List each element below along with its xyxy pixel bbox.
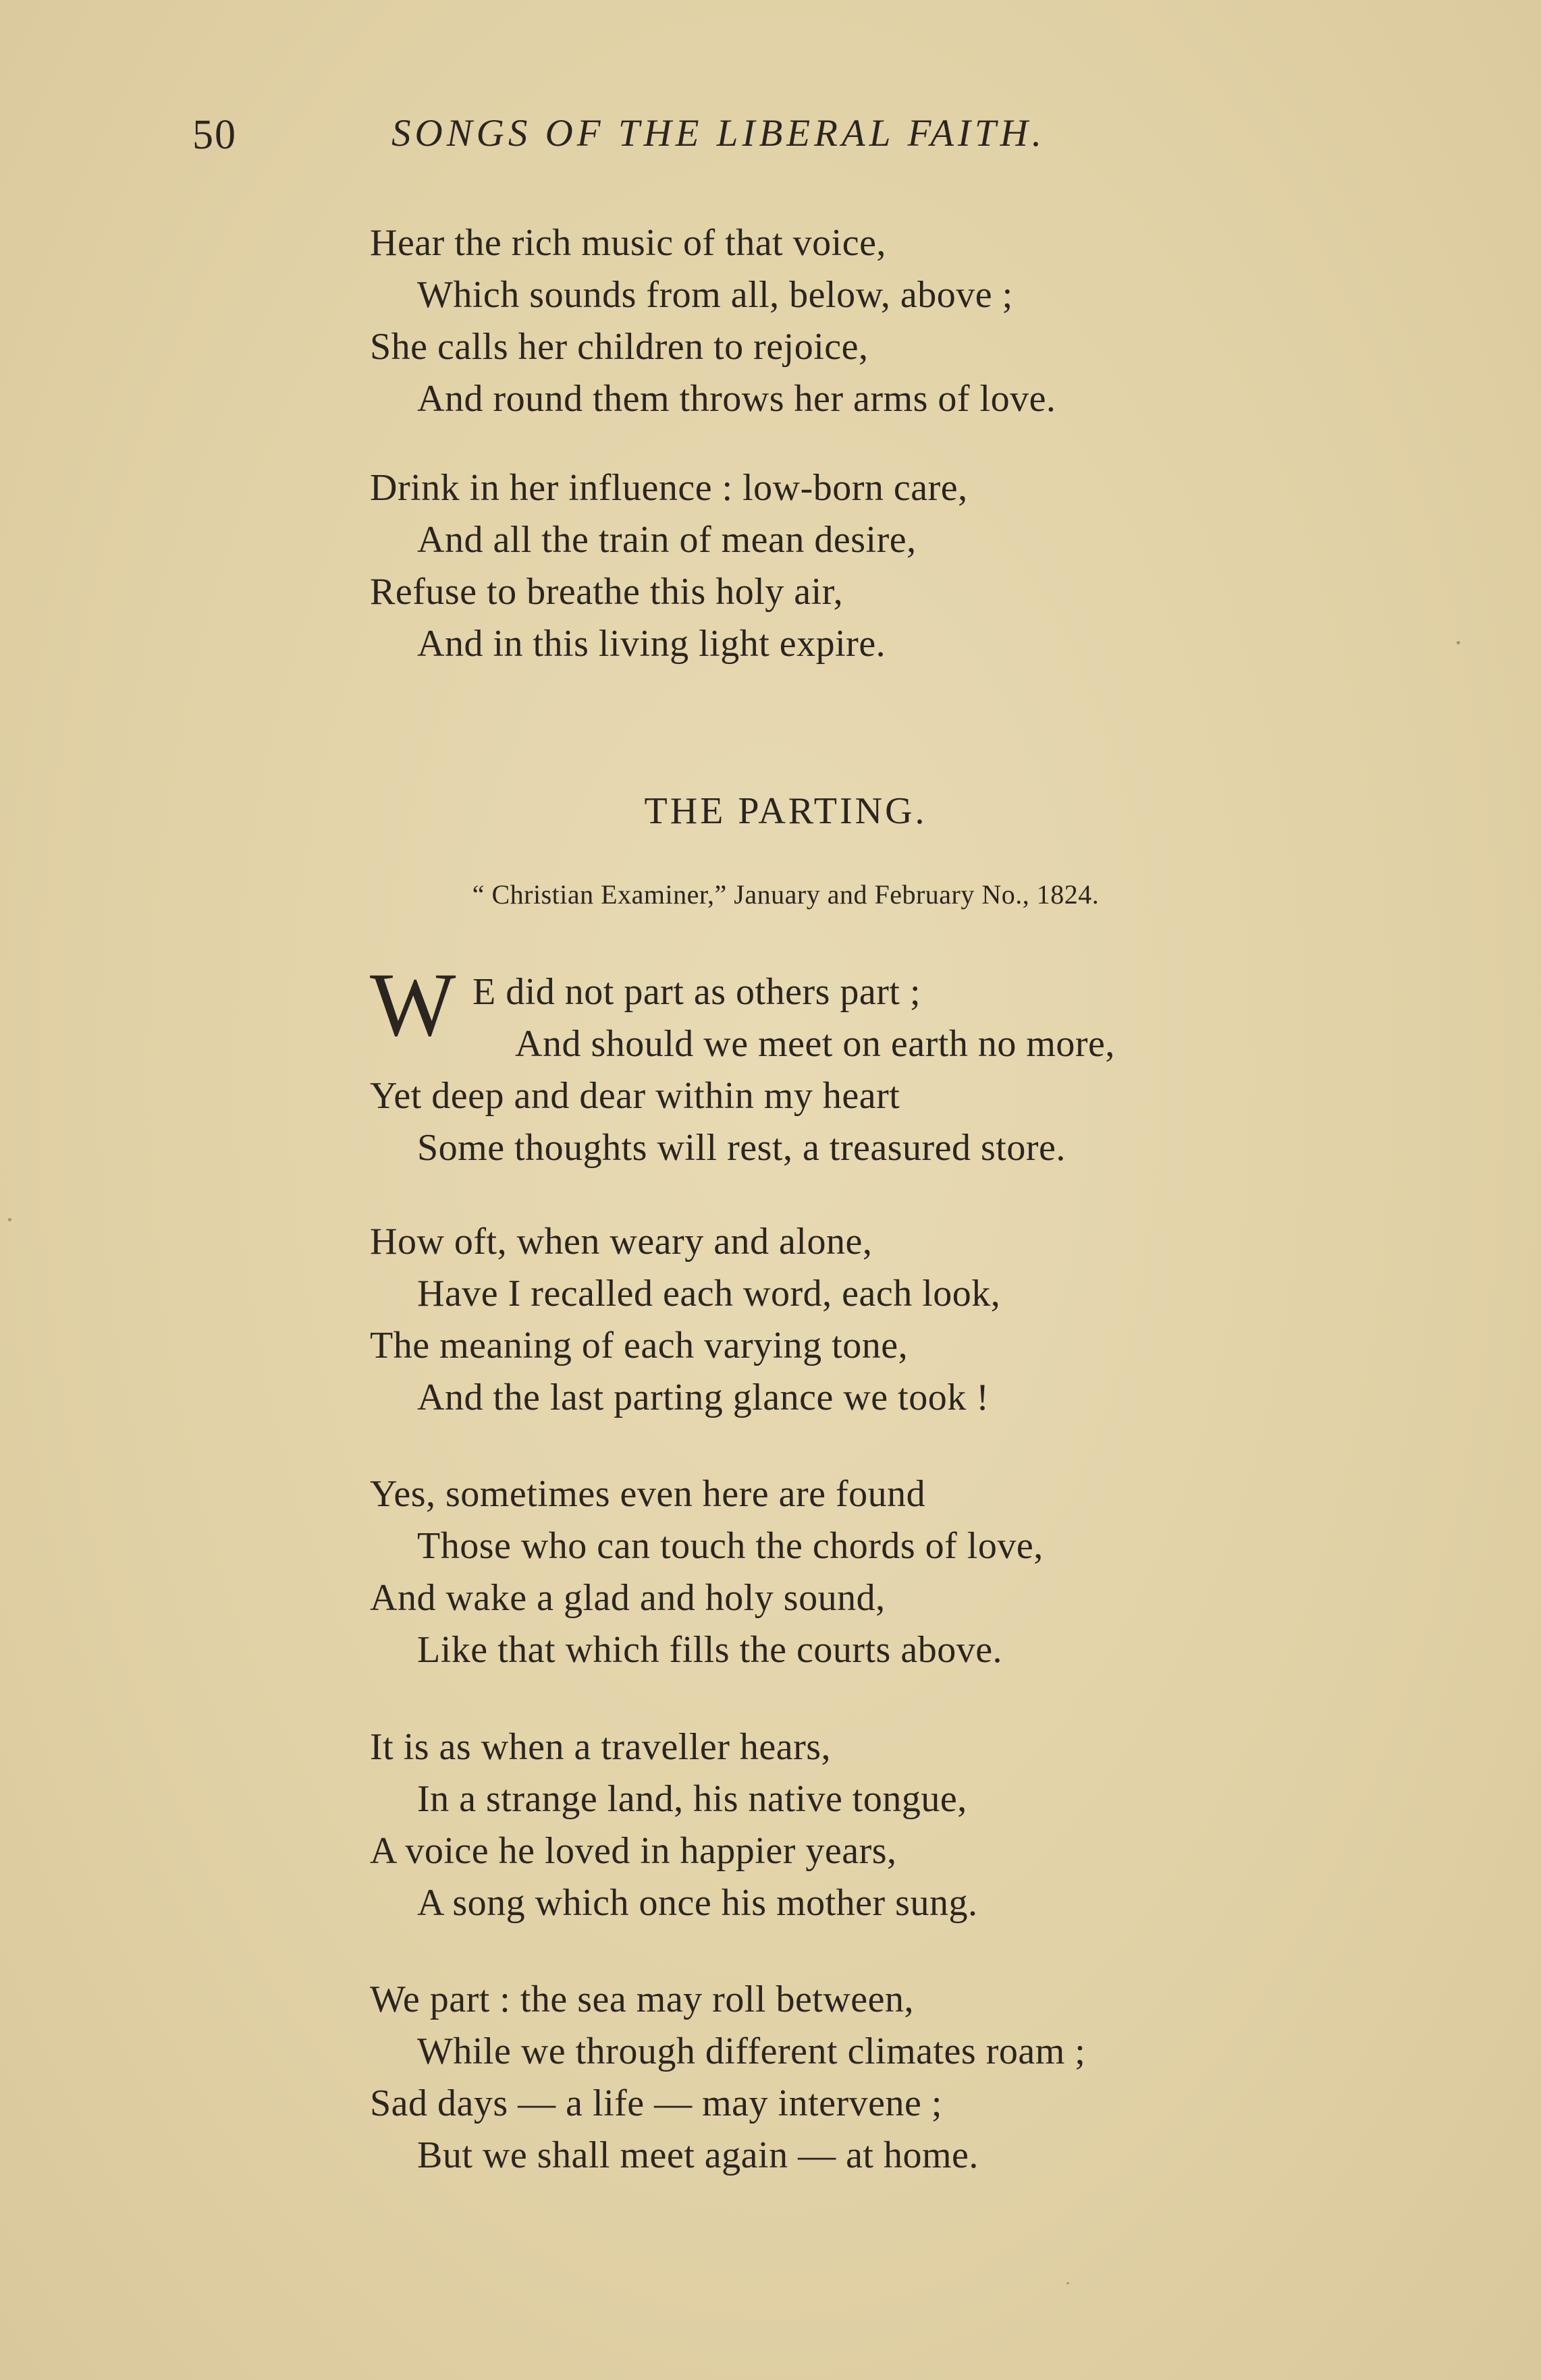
poem-line: In a strange land, his native tongue, [417, 1778, 967, 1820]
poem-line: It is as when a traveller hears, [370, 1726, 832, 1768]
poem-line: A song which once his mother sung. [417, 1882, 978, 1924]
poem1-stanza-1 [370, 217, 1382, 425]
poem-line: Yet deep and dear within my heart [370, 1075, 900, 1117]
paper-speck [1066, 2282, 1069, 2284]
poem-line: We part : the sea may roll between, [370, 1978, 915, 2020]
poem-line: But we shall meet again — at home. [417, 2134, 979, 2176]
poem-line: Yes, sometimes even here are found [370, 1473, 926, 1515]
poem2-stanza-2 [370, 1216, 1382, 1424]
poem-line: A voice he loved in happier years, [370, 1830, 897, 1872]
poem-line: Drink in her influence : low-born care, [370, 467, 968, 509]
drop-cap: W [370, 955, 454, 1055]
poem-line: Those who can touch the chords of love, [417, 1525, 1044, 1567]
poem2-stanza-3 [370, 1468, 1382, 1676]
paper-speck [1457, 641, 1460, 644]
page-number: 50 [192, 112, 237, 158]
poem-line: Hear the rich music of that voice, [370, 222, 886, 264]
poem-line: And should we meet on earth no more, [515, 1023, 1115, 1065]
poem-line: And the last parting glance we took ! [417, 1377, 990, 1418]
poem-line: Which sounds from all, below, above ; [417, 274, 1013, 316]
poem-line: The meaning of each varying tone, [370, 1325, 909, 1366]
running-head [192, 111, 1205, 165]
poem-line: And wake a glad and holy sound, [370, 1577, 886, 1619]
poem-line: And round them throws her arms of love. [417, 378, 1056, 420]
poem2-stanza-1 [370, 1018, 1382, 1174]
poem-line: Sad days — a life — may intervene ; [370, 2082, 942, 2124]
poem-line: And in this living light expire. [417, 623, 886, 665]
poem-line: Like that which fills the courts above. [417, 1629, 1003, 1671]
poem1-stanza-2 [370, 462, 1382, 670]
poem2-stanza-5 [370, 1974, 1382, 2182]
poem-title: THE PARTING. [644, 790, 927, 832]
poem-line: While we through different climates roam ; [417, 2030, 1086, 2072]
poem2-stanza-4 [370, 1721, 1382, 1929]
source-note: “ Christian Examiner,” January and February No., 1824. [472, 879, 1100, 910]
poem-line: She calls her children to rejoice, [370, 326, 869, 368]
poem-line: Some thoughts will rest, a treasured store. [417, 1127, 1066, 1169]
book-title: SONGS OF THE LIBERAL FAITH. [391, 112, 1046, 155]
poem-line: Refuse to breathe this holy air, [370, 571, 844, 613]
poem-line: E did not part as others part ; [472, 971, 921, 1013]
poem-line: Have I recalled each word, each look, [417, 1273, 1001, 1314]
poem-line: How oft, when weary and alone, [370, 1221, 873, 1263]
paper-speck [8, 1218, 11, 1221]
poem-line: And all the train of mean desire, [417, 519, 917, 561]
